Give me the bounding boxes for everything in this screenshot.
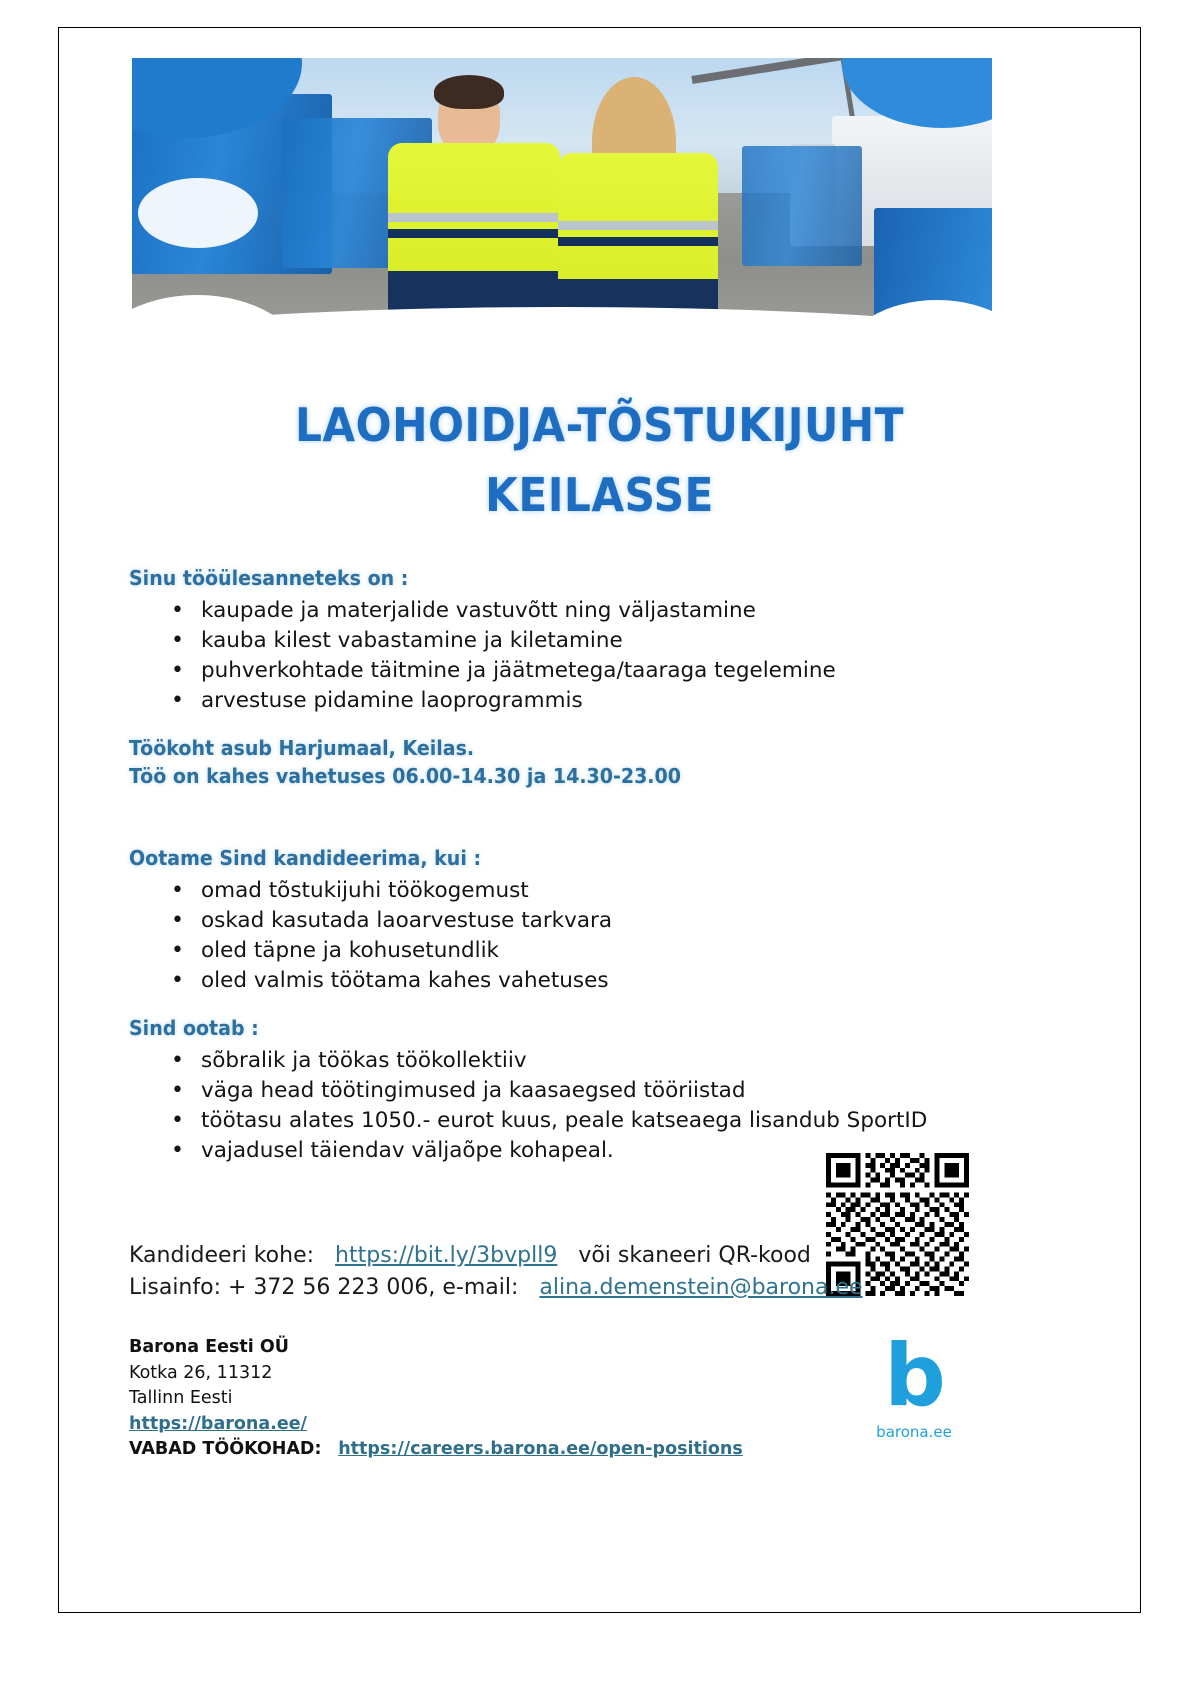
tasks-list — [163, 596, 836, 716]
worker-hi-vis-stripe — [388, 213, 560, 222]
worker-female-figure — [552, 79, 727, 341]
poster-page — [58, 27, 1141, 1613]
apply-line — [129, 1243, 811, 1268]
company-name: Barona Eesti OÜ — [129, 1337, 289, 1357]
worker-hi-vis-stripe — [558, 221, 718, 230]
apply-suffix: või skaneeri QR-kood — [578, 1243, 811, 1268]
list-item: • oled valmis töötama kahes vahetuses — [201, 966, 612, 996]
job-title-line2: KEILASSE — [485, 468, 714, 522]
list-item: • kaupade ja materjalide vastuvõtt ning väljastamine — [201, 596, 836, 626]
requirements-list — [163, 876, 612, 996]
openings-link[interactable]: https://careers.barona.ee/open-positions — [338, 1439, 743, 1459]
job-title-line1: LAOHOIDJA-TÕSTUKIJUHT — [295, 398, 904, 452]
list-item: • sõbralik ja töökas töökollektiiv — [201, 1046, 927, 1076]
worker-hair — [434, 75, 504, 109]
offer-heading: Sind ootab : — [129, 1016, 259, 1040]
company-city: Tallinn Eesti — [129, 1388, 233, 1408]
location-line: Töökoht asub Harjumaal, Keilas. — [129, 736, 475, 760]
tasks-heading: Sinu tööülesanneteks on : — [129, 566, 409, 590]
barona-banner-logo: barona — [511, 318, 613, 349]
company-site-link[interactable]: https://barona.ee/ — [129, 1413, 307, 1434]
offer-list — [163, 1046, 927, 1166]
apply-link[interactable]: https://bit.ly/3bvpll9 — [335, 1243, 558, 1268]
apply-label: Kandideeri kohe: — [129, 1243, 315, 1268]
info-label: Lisainfo: + 372 56 223 006, e-mail: — [129, 1275, 519, 1300]
decorative-blob — [138, 178, 258, 248]
requirements-heading: Ootame Sind kandideerima, kui : — [129, 846, 482, 870]
list-item: • arvestuse pidamine laoprogrammis — [201, 686, 836, 716]
hero-banner-image — [132, 58, 992, 365]
container-shape — [742, 146, 862, 266]
list-item: • vajadusel täiendav väljaõpe kohapeal. — [201, 1136, 927, 1166]
list-item: • töötasu alates 1050.- eurot kuus, peale katseaega lisandub SportID — [201, 1106, 927, 1136]
list-item: • kauba kilest vabastamine ja kiletamine — [201, 626, 836, 656]
shift-line: Töö on kahes vahetuses 06.00-14.30 ja 14.30-23.00 — [129, 764, 681, 788]
email-link[interactable]: alina.demenstein@barona.ee — [539, 1275, 863, 1300]
list-item: • oskad kasutada laoarvestuse tarkvara — [201, 906, 612, 936]
barona-b-mark: b — [884, 1326, 944, 1426]
list-item: • väga head töötingimused ja kaasaegsed tööriistad — [201, 1076, 927, 1106]
info-line — [129, 1275, 863, 1300]
list-item: • omad tõstukijuhi töökogemust — [201, 876, 612, 906]
list-item: • puhverkohtade täitmine ja jäätmetega/taaraga tegelemine — [201, 656, 836, 686]
worker-male-figure — [380, 81, 570, 331]
openings-label: VABAD TÖÖKOHAD: — [129, 1439, 322, 1459]
company-street: Kotka 26, 11312 — [129, 1362, 273, 1383]
company-footer — [129, 1335, 743, 1463]
barona-logo — [854, 1326, 974, 1441]
list-item: • oled täpne ja kohusetundlik — [201, 936, 612, 966]
barona-logo-text: barona.ee — [876, 1423, 952, 1441]
